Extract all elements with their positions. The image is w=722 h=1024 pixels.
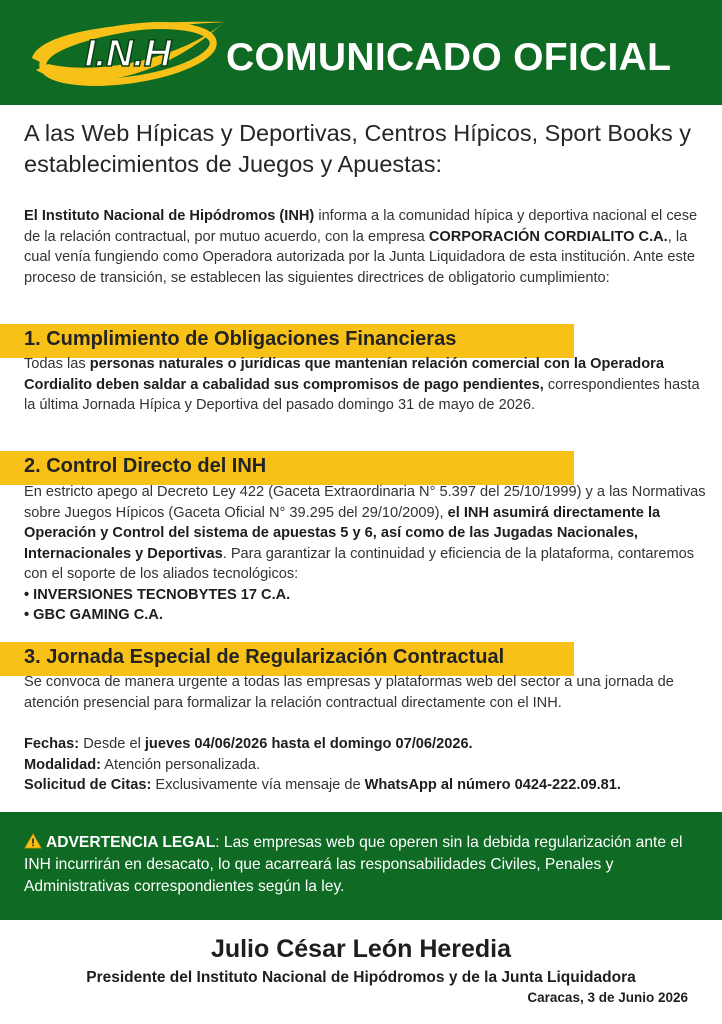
modalidad-label: Modalidad: <box>24 756 102 773</box>
inh-logo <box>30 18 226 90</box>
signer-role: Presidente del Instituto Nacional de Hipódromos y de la Junta Liquidadora <box>86 969 636 986</box>
section-3-header <box>0 642 574 676</box>
citas-value: WhatsApp al número 0424-222.09.81. <box>364 777 621 793</box>
section-2-body <box>24 482 708 626</box>
section-2-header <box>0 451 574 485</box>
address-heading: A las Web Hípicas y Deportivas, Centros Hípicos, Sport Books y establecimientos de Juegos y Apuestas: <box>24 120 691 177</box>
fechas-value: jueves 04/06/2026 hasta el domingo 07/06/2026. <box>144 736 473 752</box>
citas-line <box>24 775 708 796</box>
citas-label: Solicitud de Citas: <box>24 777 152 793</box>
event-details <box>24 734 708 796</box>
section-3-body: Se convoca de manera urgente a todas las empresas y plataformas web del sector a una jornada de atención presencial para formalizar la relación contractual directamente con el INH. <box>24 674 674 711</box>
intro-text-2: , la cual venía fungiendo como Operadora autorizada por la Junta Liquidadora de esta institución. Ante este proceso de transición, se establecen las siguientes directrices de obligatorio cumplimiento: <box>24 228 695 286</box>
page-title: COMUNICADO OFICIAL <box>226 36 672 79</box>
intro-bold-1: El Instituto Nacional de Hipódromos (INH) <box>24 208 315 224</box>
citas-text: Exclusivamente vía mensaje de <box>151 777 365 793</box>
section-3-title: 3. Jornada Especial de Regularización Contractual <box>24 646 505 668</box>
legal-warning-text <box>24 832 700 898</box>
tech-allies-list <box>24 585 708 626</box>
section-1-text-2: correspondientes hasta la última Jornada Hípica y Deportiva del pasado domingo 31 de mayo de 2026. <box>24 376 700 413</box>
legal-warning-banner <box>0 812 722 920</box>
header-banner <box>0 0 722 105</box>
section-1-body <box>24 354 708 416</box>
list-item: • INVERSIONES TECNOBYTES 17 C.A. <box>24 585 708 606</box>
warning-icon <box>24 833 42 849</box>
place-date: Caracas, 3 de Junio 2026 <box>527 990 688 1005</box>
fechas-text: Desde el <box>79 736 145 752</box>
section-1-bold-1: personas naturales o jurídicas que mantenían relación comercial con la Operadora Cordialito deben saldar a cabalidad sus compromisos de pago pendientes, <box>24 356 664 393</box>
modalidad-line <box>24 755 708 776</box>
legal-warning-body: : Las empresas web que operen sin la debida regularización ante el INH incurrirán en desacato, lo que acarreará las responsabilidades Civiles, Penales y Administrativas correspondientes según la ley. <box>24 834 683 895</box>
section-2-paragraph <box>24 482 708 585</box>
signer-name: Julio César León Heredia <box>210 935 512 963</box>
fechas-line <box>24 734 708 755</box>
modalidad-value: Atención personalizada. <box>101 756 261 773</box>
section-2-title: 2. Control Directo del INH <box>24 455 267 477</box>
section-2-bold-1: el INH asumirá directamente la Operación y Control del sistema de apuestas 5 y 6, así como de las Jugadas Nacionales, Internacionales y Deportivas <box>24 504 661 562</box>
logo-text: I.N.H <box>84 33 172 75</box>
section-2-text-1: En estricto apego al Decreto Ley 422 (Gaceta Extraordinaria N° 5.397 del 25/10/1999) y a las Normativas sobre Juegos Hípicos (Gaceta Oficial N° 39.295 del 29/10/2009), <box>24 484 706 521</box>
section-1-text-1: Todas las <box>24 356 90 372</box>
section-2-text-2: . Para garantizar la continuidad y eficiencia de la plataforma, contaremos con el soporte de los aliados tecnológicos: <box>24 545 695 582</box>
fechas-label: Fechas: <box>24 736 80 752</box>
intro-bold-2: CORPORACIÓN CORDIALITO C.A. <box>428 228 668 245</box>
section-1-title: 1. Cumplimiento de Obligaciones Financieras <box>24 328 457 350</box>
list-item: • GBC GAMING C.A. <box>24 605 708 626</box>
legal-warning-label: ADVERTENCIA LEGAL <box>46 834 216 851</box>
intro-paragraph <box>24 206 706 288</box>
intro-text-1: informa a la comunidad hípica y deportiva nacional el cese de la relación contractual, por mutuo acuerdo, con la empresa <box>24 208 698 245</box>
section-1-header <box>0 324 574 358</box>
